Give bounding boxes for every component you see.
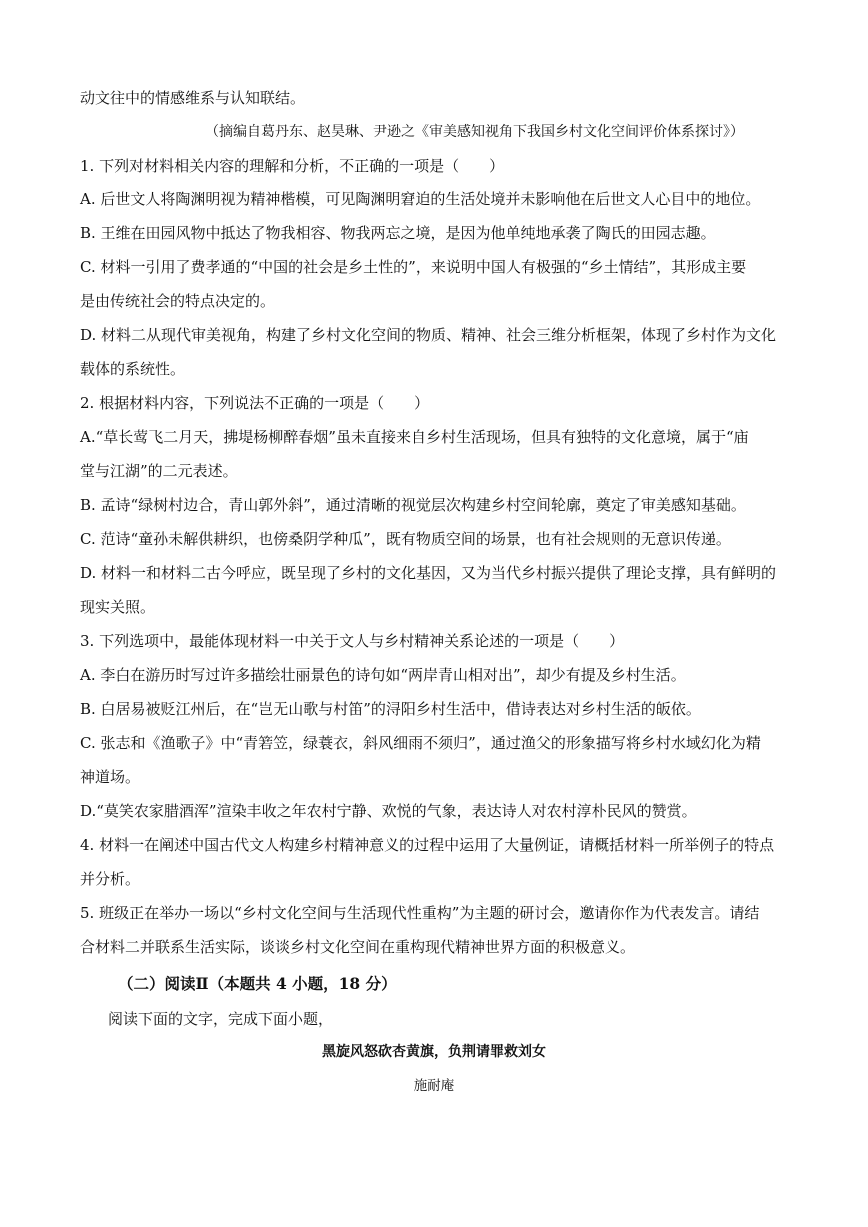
q3-option-a: A. 李白在游历时写过许多描绘壮丽景色的诗句如“两岸青山相对出”，却少有提及乡村生活。 bbox=[80, 666, 686, 684]
q1-option-b: B. 王维在田园风物中抵达了物我相容、物我两忘之境，是因为他单纯地承袭了陶氏的田园志趣。 bbox=[80, 224, 716, 242]
q2-option-b: B. 孟诗“绿树村边合，青山郭外斜”，通过清晰的视觉层次构建乡村空间轮廓，奠定了审美感知基础。 bbox=[80, 496, 746, 514]
q2-option-c: C. 范诗“童孙未解供耕织，也傍桑阴学种瓜”，既有物质空间的场景，也有社会规则的无意识传递。 bbox=[80, 530, 731, 548]
q2-option-d: D. 材料一和材料二古今呼应，既呈现了乡村的文化基因，又为当代乡村振兴提供了理论支撑，具有鲜明的 bbox=[80, 564, 777, 582]
question-1: 1. 下列对材料相关内容的理解和分析，不正确的一项是（ ） bbox=[80, 157, 505, 175]
q2-option-a: A.“草长莺飞二月天，拂堤杨柳醉春烟”虽未直接来自乡村生活现场，但具有独特的文化意境，属于“庙 bbox=[80, 428, 749, 446]
question-2: 2. 根据材料内容，下列说法不正确的一项是（ ） bbox=[80, 394, 430, 412]
story-title: 黑旋风怒砍杏黄旗，负荆请罪救刘女 bbox=[322, 1044, 546, 1060]
section-heading: （二）阅读Ⅱ（本题共 4 小题，18 分） bbox=[118, 974, 397, 993]
q1-option-c: C. 材料一引用了费孝通的“中国的社会是乡土性的”，来说明中国人有极强的“乡土情结”，其形成主要 bbox=[80, 258, 747, 276]
source-citation: （摘编自葛丹东、赵昊琳、尹逊之《审美感知视角下我国乡村文化空间评价体系探讨》） bbox=[205, 124, 744, 140]
q1-option-a: A. 后世文人将陶渊明视为精神楷模，可见陶渊明窘迫的生活处境并未影响他在后世文人心目中的地位。 bbox=[80, 190, 761, 208]
question-5-cont: 合材料二并联系生活实际，谈谈乡村文化空间在重构现代精神世界方面的积极意义。 bbox=[80, 938, 636, 956]
q3-option-c-cont: 神道场。 bbox=[80, 768, 141, 786]
question-4: 4. 材料一在阐述中国古代文人构建乡村精神意义的过程中运用了大量例证，请概括材料一所举例子的特点 bbox=[80, 836, 775, 854]
q3-option-d: D.“莫笑农家腊酒浑”渲染丰收之年农村宁静、欢悦的气象，表达诗人对农村淳朴民风的赞赏。 bbox=[80, 802, 697, 820]
question-5: 5. 班级正在举办一场以“乡村文化空间与生活现代性重构”为主题的研讨会，邀请你作为代表发言。请结 bbox=[80, 904, 760, 922]
q1-option-d-cont: 载体的系统性。 bbox=[80, 360, 186, 378]
q2-option-d-cont: 现实关照。 bbox=[80, 598, 156, 616]
q2-option-a-cont: 堂与江湖”的二元表述。 bbox=[80, 462, 238, 480]
q1-option-d: D. 材料二从现代审美视角，构建了乡村文化空间的物质、精神、社会三维分析框架，体现了乡村作为文化 bbox=[80, 326, 777, 344]
story-author: 施耐庵 bbox=[413, 1078, 455, 1094]
reading-instruction: 阅读下面的文字，完成下面小题， bbox=[108, 1010, 334, 1028]
q3-option-b: B. 白居易被贬江州后，在“岂无山歌与村笛”的浔阳乡村生活中，借诗表达对乡村生活的皈依。 bbox=[80, 700, 701, 718]
q1-option-c-cont: 是由传统社会的特点决定的。 bbox=[80, 292, 276, 310]
q3-option-c: C. 张志和《渔歌子》中“青箬笠，绿蓑衣，斜风细雨不须归”，通过渔父的形象描写将乡村水域幻化为精 bbox=[80, 734, 761, 752]
question-3: 3. 下列选项中，最能体现材料一中关于文人与乡村精神关系论述的一项是（ ） bbox=[80, 632, 625, 650]
question-4-cont: 并分析。 bbox=[80, 870, 141, 888]
continuation-text: 动文往中的情感维系与认知联结。 bbox=[80, 89, 306, 107]
